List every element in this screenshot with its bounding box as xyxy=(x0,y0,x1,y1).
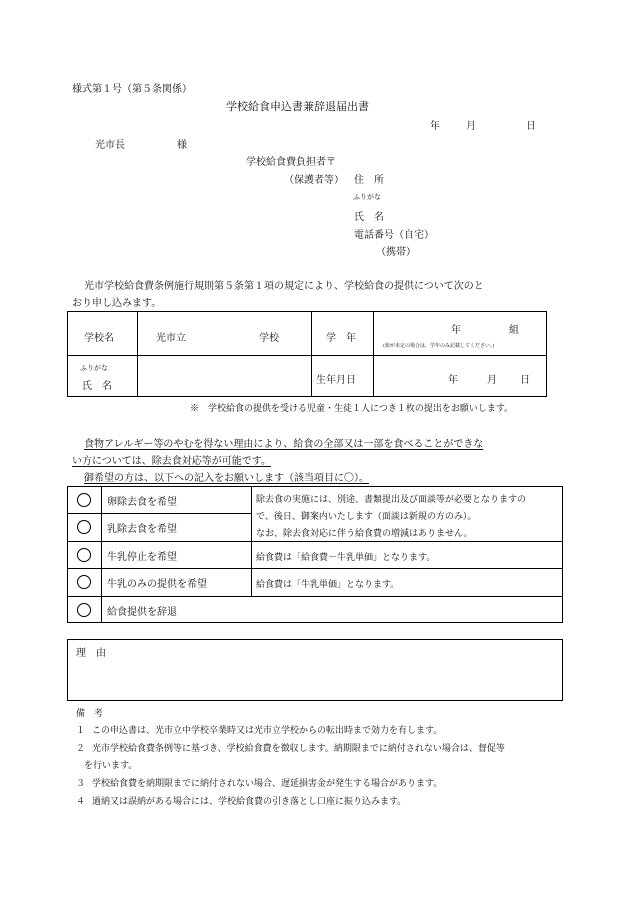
phone-label: 電話番号（自宅） xyxy=(354,230,434,241)
table-divider xyxy=(67,513,251,514)
remark-text-cont: を行います。 xyxy=(84,761,138,771)
table-divider xyxy=(67,541,563,542)
grade-class: 組 xyxy=(509,325,519,336)
table-divider xyxy=(67,596,563,597)
intro-line-2: おり申し込みます。 xyxy=(72,298,162,309)
grade-note: (組が未定の場合は、学年のみ記載してください。) xyxy=(383,343,495,349)
addressee-name: 光市長 xyxy=(95,140,125,151)
remark-text: 学校給食費を納期限までに納付されない場合、遅延損害金が発生する場合があります。 xyxy=(92,779,443,789)
allergy-line-2: い方については、除去食対応等が可能です。 xyxy=(72,456,271,467)
page-title: 学校給食申込書兼辞退届出書 xyxy=(226,100,369,113)
table-divider xyxy=(137,311,138,397)
instruction-line: 御希望の方は、以下への記入をお願いします（該当項目に〇）。 xyxy=(84,473,369,484)
remark-text: 過納又は誤納がある場合には、学校給食費の引き落とし口座に振り込みます。 xyxy=(92,797,407,807)
milk-only-checkbox[interactable] xyxy=(77,575,91,589)
address-label: 住 所 xyxy=(354,175,384,186)
table-divider xyxy=(67,355,547,356)
remark-number: ３ xyxy=(76,779,86,789)
remark-number: １ xyxy=(76,726,86,736)
table-divider xyxy=(101,486,102,623)
option-note: 給食費は「牛乳単価」となります。 xyxy=(256,580,400,590)
remark-text: この申込書は、光市立中学校卒業時又は光市立学校からの転出時まで効力を有します。 xyxy=(92,726,443,736)
date-day: 日 xyxy=(526,121,536,132)
removal-note-line: なお、除去食対応に伴う給食費の増減はありません。 xyxy=(256,529,473,539)
option-label: 乳除去食を希望 xyxy=(107,524,177,535)
date-year: 年 xyxy=(430,121,440,132)
table-divider xyxy=(311,311,312,397)
removal-note-line: で、後日、御案内いたします（面談は新規の方のみ）。 xyxy=(256,512,477,522)
decline-meals-checkbox[interactable] xyxy=(77,603,91,617)
furigana-label: ふりがな xyxy=(353,193,381,201)
option-label: 給食提供を辞退 xyxy=(107,607,177,618)
milk-stop-checkbox[interactable] xyxy=(77,548,91,562)
remark-number: ２ xyxy=(76,744,86,754)
remarks-heading: 備 考 xyxy=(76,709,104,719)
dob-year: 年 xyxy=(448,375,458,386)
date-month: 月 xyxy=(466,121,476,132)
school-label: 学校名 xyxy=(84,333,114,344)
form-number: 様式第１号（第５条関係） xyxy=(72,84,192,95)
dob-label: 生年月日 xyxy=(316,375,356,386)
one-per-note: ※ 学校給食の提供を受ける児童・生徒１人につき１枚の提出をお願いします。 xyxy=(190,404,514,414)
student-table-border xyxy=(67,311,547,397)
option-label: 卵除去食を希望 xyxy=(107,497,177,508)
name-label: 氏 名 xyxy=(354,212,384,223)
egg-free-checkbox[interactable] xyxy=(77,493,91,507)
student-name-label: 氏 名 xyxy=(82,381,112,392)
reason-label: 理 由 xyxy=(76,648,106,659)
intro-line-1: 光市学校給食費条例施行規則第５条第１項の規定により、学校給食の提供について次のと xyxy=(84,281,484,292)
allergy-line-1: 食物アレルギー等のやむを得ない理由により、給食の全部又は一部を食べることができな xyxy=(84,439,484,450)
option-label: 牛乳のみの提供を希望 xyxy=(107,579,207,590)
remark-text: 光市学校給食費条例等に基づき、学校給食費を徴収します。納期限までに納付されない場合は、督促等 xyxy=(92,744,505,754)
reason-box[interactable] xyxy=(67,639,563,701)
student-furigana: ふりがな xyxy=(80,364,108,372)
grade-year: 年 xyxy=(451,325,461,336)
table-divider xyxy=(373,311,374,397)
school-prefix: 光市立 xyxy=(156,333,186,344)
dob-month: 月 xyxy=(487,375,497,386)
grade-label: 学 年 xyxy=(326,333,356,344)
guardian-label: （保護者等） xyxy=(284,175,344,186)
payer-label: 学校給食費負担者〒 xyxy=(246,157,336,168)
addressee-honorific: 様 xyxy=(177,140,187,151)
school-suffix: 学校 xyxy=(259,333,279,344)
milk-free-checkbox[interactable] xyxy=(77,520,91,534)
table-divider xyxy=(67,568,563,569)
option-note: 給食費は「給食費－牛乳単価」となります。 xyxy=(256,553,436,563)
option-label: 牛乳停止を希望 xyxy=(107,552,177,563)
mobile-label: （携帯） xyxy=(376,247,416,258)
dob-day: 日 xyxy=(520,375,530,386)
remark-number: ４ xyxy=(76,797,86,807)
removal-note-line: 除去食の実施には、別途、書類提出及び面談等が必要となりますの xyxy=(256,495,527,505)
